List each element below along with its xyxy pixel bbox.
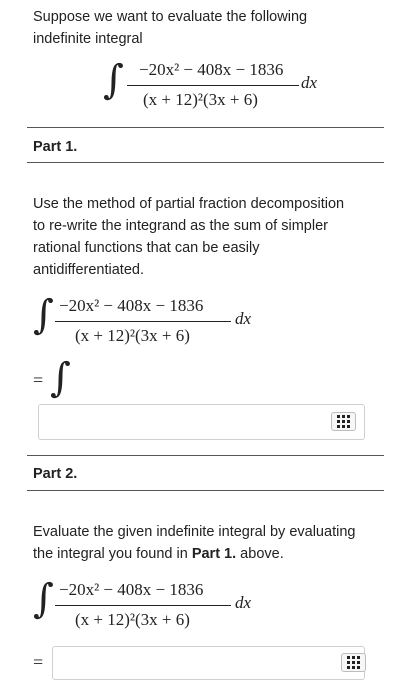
part2-line-2-text: the integral you found in	[33, 546, 192, 562]
integrand-numerator: −20x² − 408x − 1836	[59, 296, 204, 315]
fraction-bar	[55, 605, 231, 606]
divider	[27, 490, 384, 491]
part1-instructions	[33, 193, 344, 281]
part2-integral	[33, 577, 263, 637]
part2-line-2-bold: Part 1.	[191, 546, 237, 562]
integrand-numerator: −20x² − 408x − 1836	[59, 580, 204, 599]
part1-line-1: Use the method of partial fraction decomposition	[33, 196, 345, 212]
part2-line-2-text-end: above.	[236, 546, 284, 562]
integral-sign: ∫	[33, 576, 54, 622]
part1-line-4: antidifferentiated.	[33, 262, 144, 278]
intro-integral	[103, 58, 333, 118]
fraction-bar	[55, 321, 231, 322]
integral-sign: ∫	[33, 292, 54, 338]
integrand-numerator: −20x² − 408x − 1836	[139, 60, 284, 79]
part2-instructions	[33, 521, 355, 565]
fraction-bar	[127, 85, 299, 86]
integrand-denominator: (x + 12)²(3x + 6)	[143, 90, 258, 109]
part2-line-2	[33, 543, 355, 565]
part2-line-1: Evaluate the given indefinite integral by evaluating	[33, 524, 356, 540]
intro-line-2: indefinite integral	[33, 31, 143, 47]
integrand-denominator: (x + 12)²(3x + 6)	[75, 610, 190, 629]
integrand-denominator: (x + 12)²(3x + 6)	[75, 326, 190, 345]
divider	[27, 127, 384, 128]
intro-line-1: Suppose we want to evaluate the following	[33, 9, 308, 25]
dx-label: dx	[235, 593, 252, 612]
dx-label: dx	[235, 309, 252, 328]
equals-sign: =	[33, 652, 44, 672]
divider	[27, 455, 384, 456]
keyboard-grid-icon[interactable]	[341, 653, 366, 672]
part1-line-2: to re-write the integrand as the sum of simpler	[33, 218, 328, 234]
intro-text	[33, 6, 307, 50]
part1-line-3: rational functions that can be easily	[33, 240, 260, 256]
part1-answer-input[interactable]	[38, 404, 365, 440]
integral-sign: ∫	[103, 57, 124, 103]
divider	[27, 162, 384, 163]
keyboard-grid-icon[interactable]	[331, 412, 356, 431]
part2-title: Part 2.	[33, 466, 78, 482]
part2-answer-input[interactable]	[52, 646, 365, 680]
integral-sign: ∫	[50, 355, 71, 401]
dx-label: dx	[301, 73, 318, 92]
part1-integral	[33, 293, 263, 353]
equals-sign: =	[33, 370, 44, 390]
part1-title: Part 1.	[33, 139, 78, 155]
